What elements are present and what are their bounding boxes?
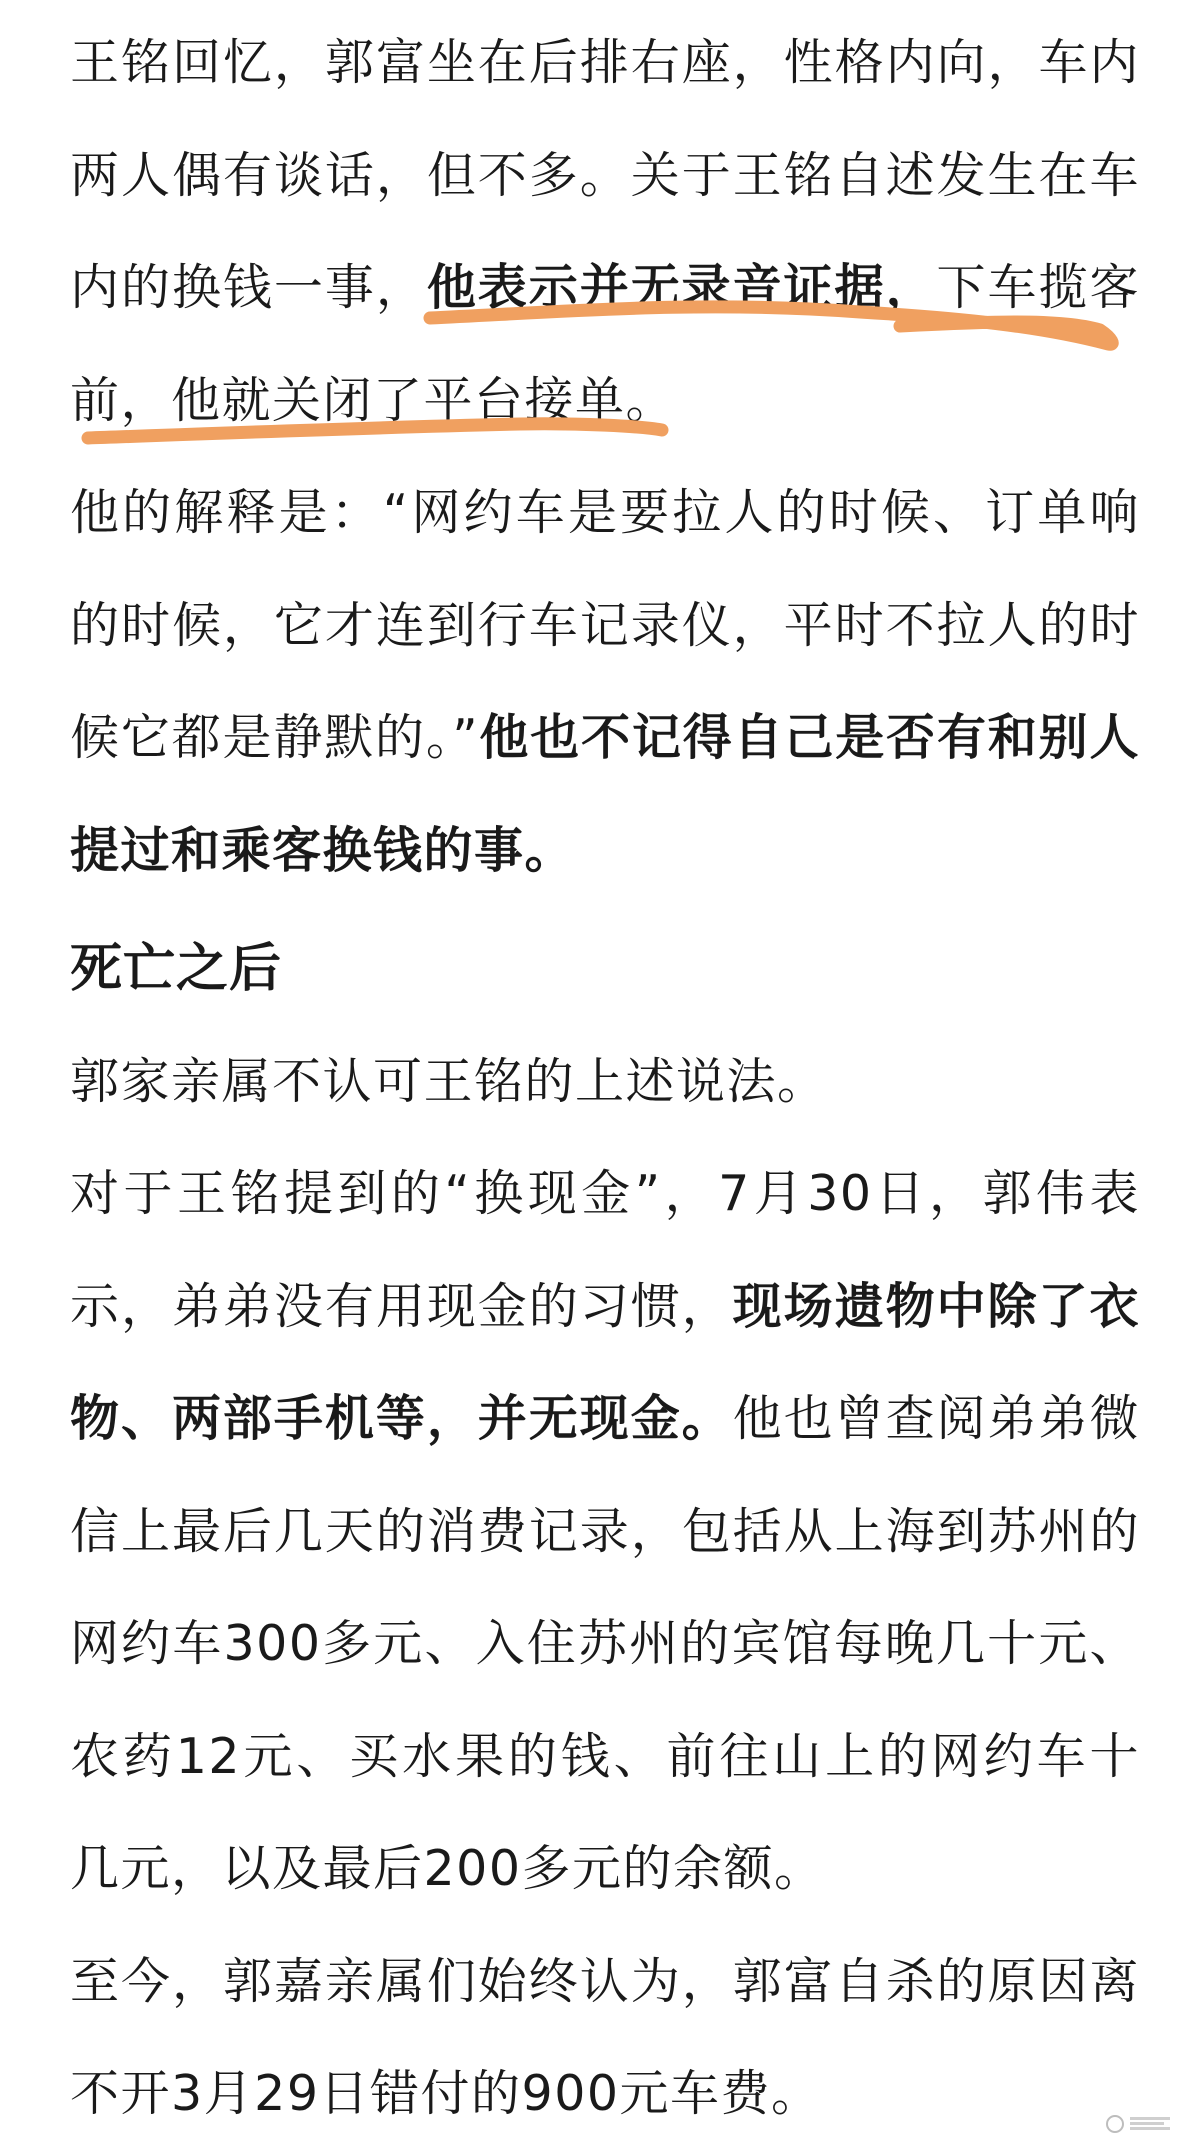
- paragraph-text: 王铭回忆，郭富坐在后排右座，性格内向，车内两人偶有谈话，但不多。关于王铭自述发生在车内的换钱一事，: [70, 34, 1140, 316]
- watermark-logo: [1106, 2113, 1178, 2135]
- paragraph-text: 对于王铭提到的“换现金”，7月30日，郭伟表示，弟弟没有用现金的习惯，: [70, 1165, 1140, 1335]
- bold-emphasis-no-cash: 现场遗物中除了衣物、两部手机等，并无现金。: [70, 1277, 1140, 1447]
- paragraph-family-disagree: 郭家亲属不认可王铭的上述说法。: [70, 1052, 828, 1110]
- paragraph-conclusion: 至今，郭嘉亲属们始终认为，郭富自杀的原因离不开3月29日错付的900元车费。: [70, 1952, 1140, 2122]
- section-heading: 死亡之后: [70, 939, 283, 999]
- paragraph-text: 他也曾查阅弟弟微信上最后几天的消费记录，包括从上海到苏州的网约车300多元、入住苏州的宾馆每晚几十元、农药12元、买水果的钱、前往山上的网约车十几元，以及最后200多元的余额。: [70, 1390, 1140, 1897]
- paragraph-recollection: [70, 7, 1140, 457]
- logo-bars-icon: [1130, 2117, 1170, 2131]
- quote-text: 他的解释是：“网约车是要拉人的时候、订单响的时候，它才连到行车记录仪，平时不拉人的时候它都是静默的。”: [70, 484, 1140, 766]
- highlighted-text-closed-orders: 下车揽客前，他就关闭了平台接单。: [70, 259, 1140, 429]
- logo-circle-icon: [1106, 2115, 1124, 2133]
- paragraph-cash-claim: [70, 1138, 1140, 1926]
- article-body: [70, 0, 1140, 2151]
- paragraph-explanation: [70, 457, 1140, 907]
- bold-emphasis-not-remember: 他也不记得自己是否有和别人提过和乘客换钱的事。: [70, 709, 1140, 879]
- bold-emphasis-no-recording: 他表示并无录音证据，: [426, 259, 937, 316]
